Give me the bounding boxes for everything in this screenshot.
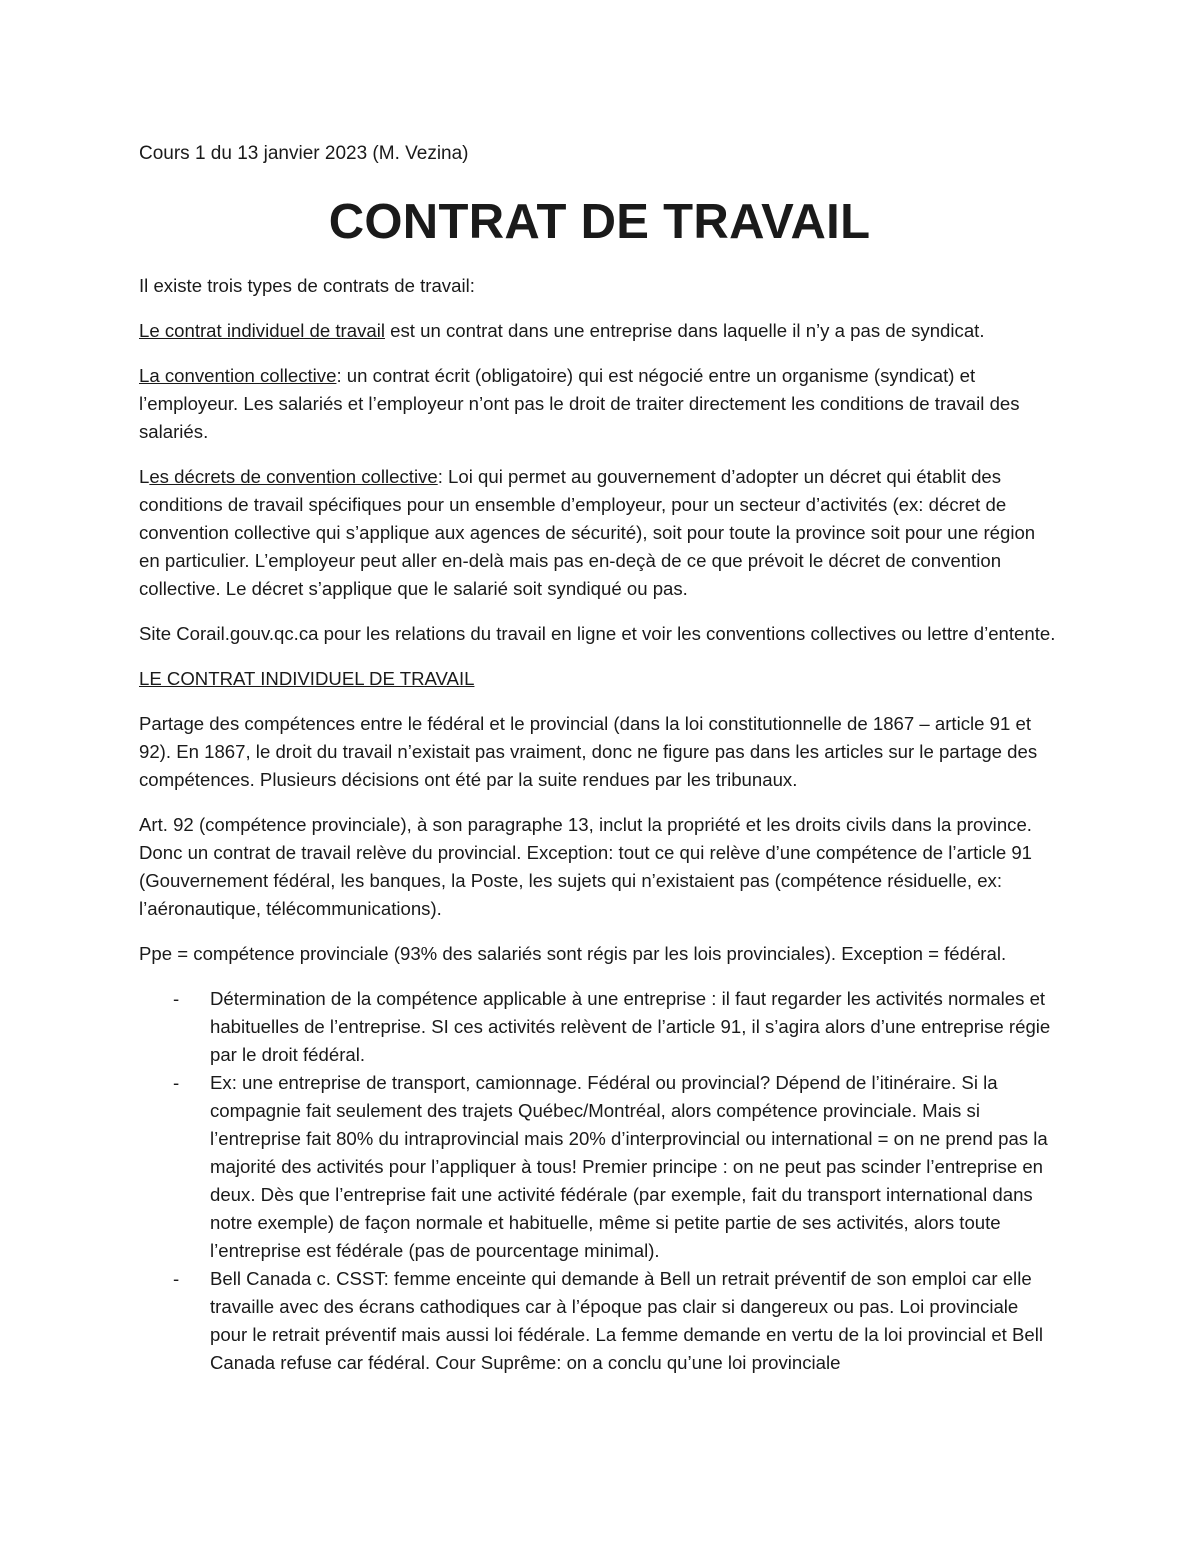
term-individual-contract: Le contrat individuel de travail [139,320,385,341]
bullet-dash: - [173,988,180,1009]
site-note-paragraph: Site Corail.gouv.qc.ca pour les relations du travail en ligne et voir les conventions collectives ou lettre d’entente. [139,623,1056,644]
bullet-list [139,985,1060,1377]
paragraph-division-of-powers: Partage des compétences entre le fédéral et le provincial (dans la loi constitutionnelle de 1867 – article 91 et 92). En 1867, le droit du travail n’existait pas vraiment, donc ne figure pas dans les articles sur le partage des compétences. Plusieurs décisions ont été par la suite rendues par les tribunaux. [139,713,1038,790]
term-collective-decrees: es décrets de convention collective [149,466,438,487]
type-collective-decrees [139,463,1060,603]
paragraph-article-92: Art. 92 (compétence provinciale), à son paragraphe 13, inclut la propriété et les droits civils dans la province. Donc un contrat de travail relève du provincial. Exception: tout ce qui relève d’une compétence de l’article 91 (Gouvernement fédéral, les banques, la Poste, les sujets qui n’existaient pas (compétence résiduelle, ex: l’aéronautique, télécommunications). [139,814,1033,919]
list-item [139,985,1060,1069]
bullet-dash: - [173,1268,180,1289]
term-collective-agreement: La convention collective [139,365,337,386]
intro-paragraph: Il existe trois types de contrats de travail: [139,275,475,296]
definition-collective-decrees: : Loi qui permet au gouvernement d’adopter un décret qui établit des conditions de travail spécifiques pour un ensemble d’employeur, pour un secteur d’activités (ex: décret de convention collective qui s’applique aux agences de sécurité), soit pour toute la province soit pour une région en particulier. L’employeur peut aller en-delà mais pas en-deçà de ce que prévoit le décret de convention collective. Le décret s’applique que le salarié soit syndiqué ou pas. [139,466,1036,599]
paragraph-principle: Ppe = compétence provinciale (93% des salariés sont régis par les lois provinciales). Exception = fédéral. [139,943,1007,964]
course-header: Cours 1 du 13 janvier 2023 (M. Vezina) [139,143,469,164]
list-item-text: Ex: une entreprise de transport, camionnage. Fédéral ou provincial? Dépend de l’itinéraire. Si la compagnie fait seulement des trajets Québec/Montréal, alors compétence provinciale. Mais si l’entreprise fait 80% du intraprovincial mais 20% d’interprovincial ou international = on ne prend pas la majorité des activités pour l’appliquer à tous! Premier principe : on ne peut pas scinder l’entreprise en deux. Dès que l’entreprise fait une activité fédérale (par exemple, fait du transport international dans notre exemple) de façon normale et habituelle, même si petite partie de ses activités, alors toute l’entreprise est fédérale (pas de pourcentage minimal). [210,1072,1048,1261]
document-title: CONTRAT DE TRAVAIL [328,195,871,249]
definition-individual-contract: est un contrat dans une entreprise dans laquelle il n’y a pas de syndicat. [385,320,985,341]
bullet-dash: - [173,1072,180,1093]
list-item-text: Bell Canada c. CSST: femme enceinte qui demande à Bell un retrait préventif de son emploi car elle travaille avec des écrans cathodiques car à l’époque pas clair si dangereux ou pas. Loi provinciale pour le retrait préventif mais aussi loi fédérale. La femme demande en vertu de la loi provincial et Bell Canada refuse car fédéral. Cour Suprême: on a conclu qu’une loi provinciale [210,1268,1044,1373]
type-individual-contract [139,317,1060,345]
list-item [139,1265,1060,1377]
list-item [139,1069,1060,1265]
list-item-text: Détermination de la compétence applicable à une entreprise : il faut regarder les activités normales et habituelles de l’entreprise. SI ces activités relèvent de l’article 91, il s’agira alors d’une entreprise régie par le droit fédéral. [210,988,1051,1065]
term-prefix-decrees: L [139,466,150,487]
type-collective-agreement [139,362,1060,446]
definition-collective-agreement: : un contrat écrit (obligatoire) qui est négocié entre un organisme (syndicat) et l’employeur. Les salariés et l’employeur n’ont pas le droit de traiter directement les conditions de travail des salariés. [139,365,1020,442]
section-heading: LE CONTRAT INDIVIDUEL DE TRAVAIL [139,668,475,689]
